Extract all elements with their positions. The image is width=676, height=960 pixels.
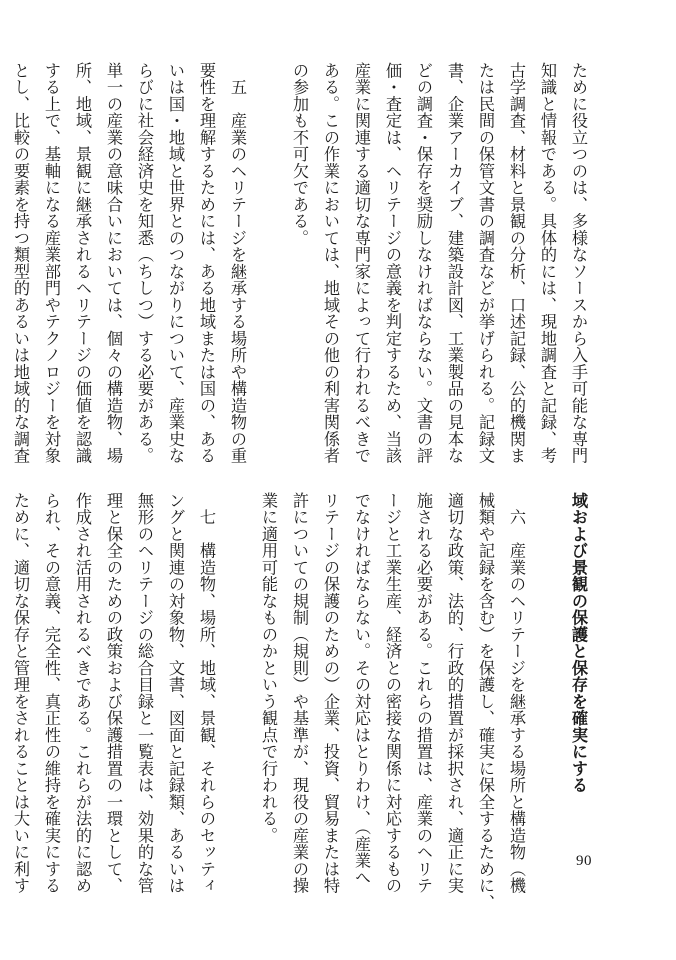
text-column bbox=[222, 492, 253, 832]
text-column bbox=[253, 62, 284, 454]
text-column: 価・査定は、ヘリテージの意義を判定するため、当該 bbox=[383, 62, 402, 464]
text-column: する上で、基軸になる産業部門やテクノロジーを対象 bbox=[42, 62, 61, 464]
text-column: ングと関連の対象物、文書、図面と記録類、あるいは bbox=[166, 492, 185, 894]
text-column: ージと工業生産、経済との密接な関係に対応するもの bbox=[383, 492, 402, 894]
text-column: たは民間の保管文書の調査などが挙げられる。記録文 bbox=[476, 62, 495, 464]
text-column: られ、その意義、完全性、真正性の維持を確実にする bbox=[42, 492, 61, 894]
text-column: リテージの保護のための）企業、投資、貿易または特 bbox=[321, 492, 340, 894]
text-column: 要性を理解するためには、ある地域または国の、ある bbox=[197, 62, 216, 464]
text-column bbox=[532, 492, 563, 832]
text-column: 作成され活用されるべきである。これらが法的に認め bbox=[73, 492, 92, 894]
text-column: 所、地域、景観に継承されるヘリテージの価値を認識 bbox=[73, 62, 92, 464]
text-column: 理と保全のための政策および保護措置の一環として、 bbox=[104, 492, 123, 894]
text-column bbox=[0, 492, 5, 832]
text-column: でなければならない。その対応はとりわけ、（産業へ bbox=[352, 492, 371, 886]
text-column: 業に適用可能なものかという観点で行われる。 bbox=[259, 492, 278, 844]
text-column: の参加も不可欠である。 bbox=[290, 62, 309, 247]
text-column bbox=[0, 62, 5, 454]
text-column: 許についての規制（規則）や基準が、現役の産業の操 bbox=[290, 492, 309, 894]
text-column: 適切な政策、法的、行政的措置が採択され、適正に実 bbox=[445, 492, 464, 894]
text-column: 六 産業のヘリテージを継承する場所と構造物（機 bbox=[507, 492, 526, 894]
text-column: 施される必要がある。これらの措置は、産業のヘリテ bbox=[414, 492, 433, 894]
text-column: 七 構造物、場所、地域、景観、それらのセッティ bbox=[197, 492, 216, 894]
text-column: 知識と情報である。具体的には、現地調査と記録、考 bbox=[538, 62, 557, 464]
text-column: 古学調査、材料と景観の分析、口述記録、公的機関ま bbox=[507, 62, 526, 464]
text-column: 産業に関連する適切な専門家によって行われるべきで bbox=[352, 62, 371, 464]
text-column: 無形のヘリテージの総合目録と一覧表は、効果的な管 bbox=[135, 492, 154, 894]
text-column: ために、適切な保存と管理をされることは大いに利す bbox=[11, 492, 30, 894]
text-column: ために役立つのは、多様なソースから入手可能な専門 bbox=[569, 62, 588, 464]
text-column: ある。この作業においては、地域その他の利害関係者 bbox=[321, 62, 340, 464]
text-column: 単一の産業の意味合いにおいては、個々の構造物、場 bbox=[104, 62, 123, 464]
text-column: 五 産業のヘリテージを継承する場所や構造物の重 bbox=[228, 62, 247, 464]
upper-text-block bbox=[11, 62, 594, 464]
page-number: 90 bbox=[576, 853, 592, 869]
text-column: とし、比較の要素を持つ類型的あるいは地域的な調査 bbox=[11, 62, 30, 464]
text-column: 械類や記録を含む）を保護し、確実に保全するために、 bbox=[476, 492, 495, 911]
text-column: どの調査・保存を奨励しなければならない。文書の評 bbox=[414, 62, 433, 464]
text-column: 書、企業アーカイブ、建築設計図、工業製品の見本な bbox=[445, 62, 464, 464]
text-column: 域および景観の保護と保存を確実にする bbox=[569, 492, 588, 794]
text-column: らびに社会経済史を知悉（ちしつ）する必要がある。 bbox=[135, 62, 154, 464]
text-column: いは国・地域と世界とのつながりについて、産業史な bbox=[166, 62, 185, 464]
